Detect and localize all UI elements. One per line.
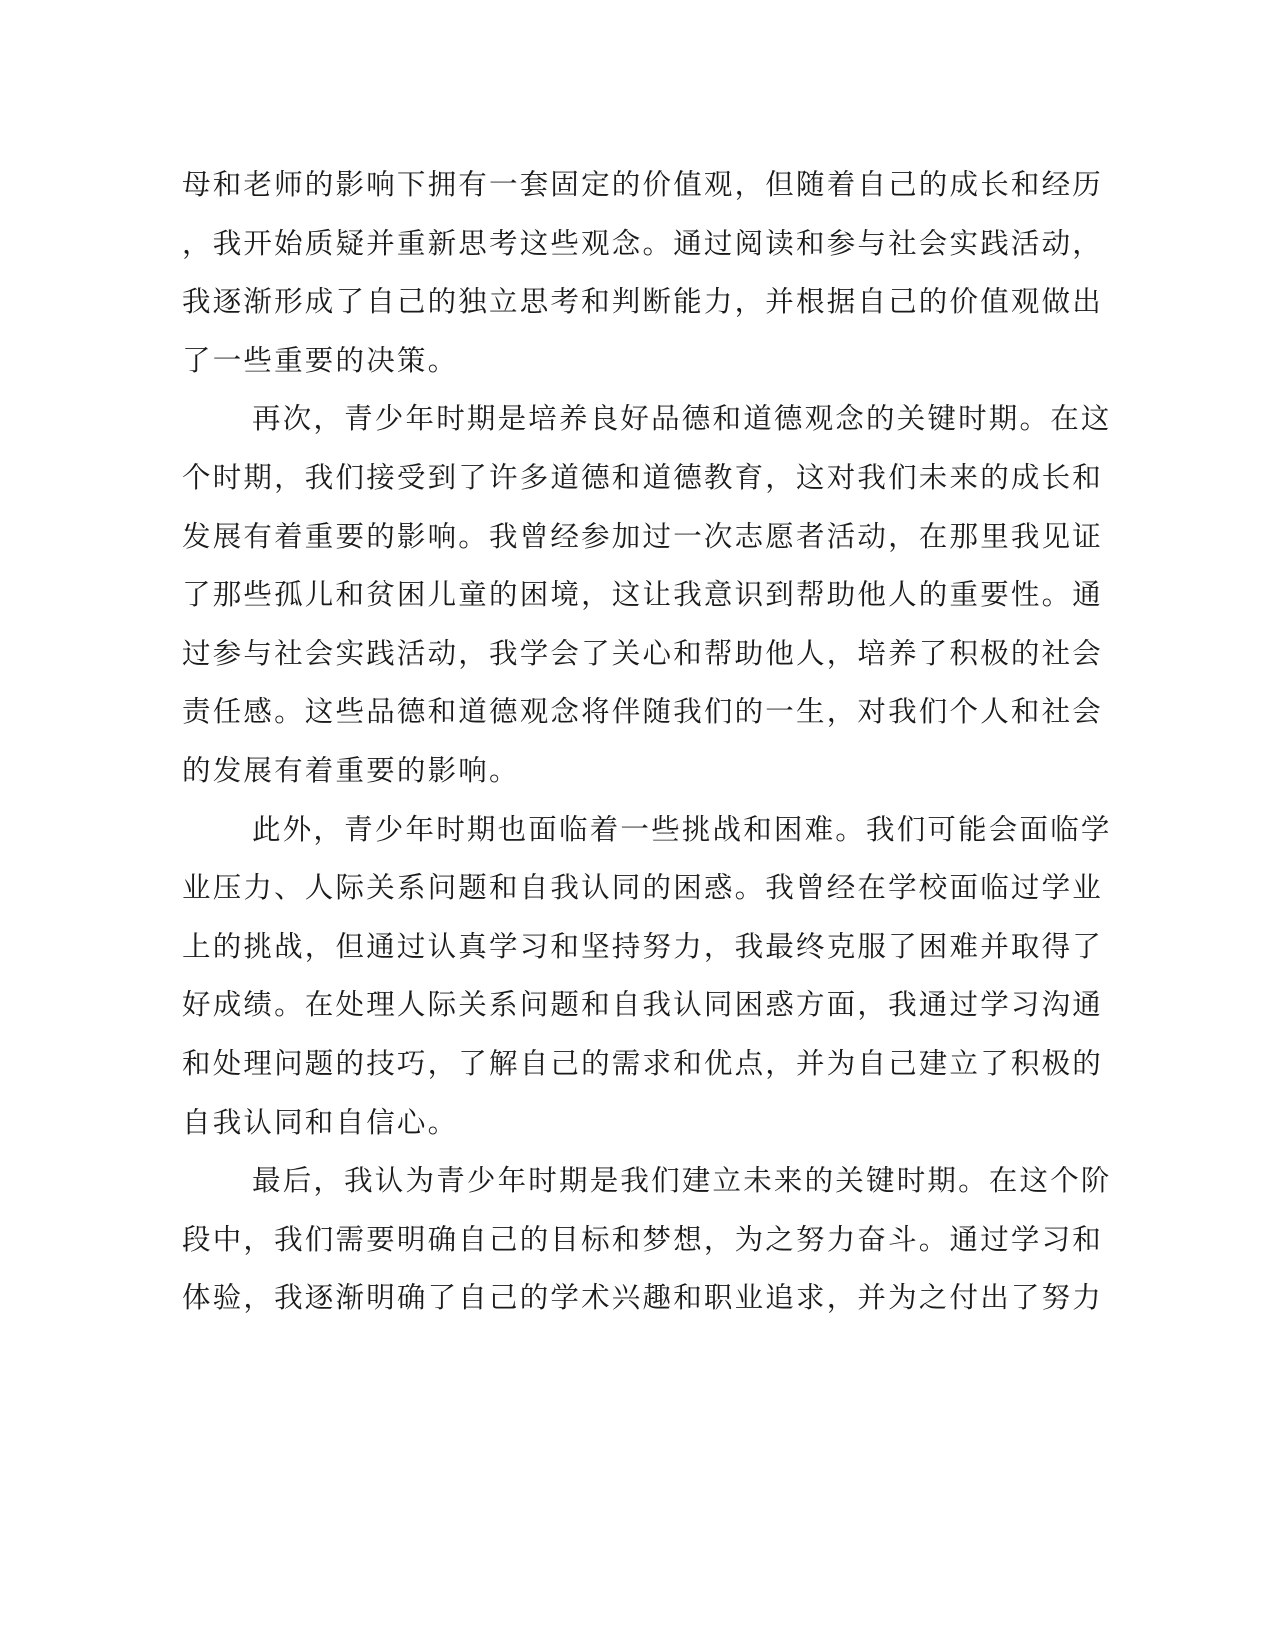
text-line: 母和老师的影响下拥有一套固定的价值观，但随着自己的成长和经历 [182, 168, 1104, 201]
text-line: 段中，我们需要明确自己的目标和梦想，为之努力奋斗。通过学习和 [182, 1222, 1104, 1256]
text-line: 业压力、人际关系问题和自我认同的困惑。我曾经在学校面临过学业 [182, 871, 1104, 905]
text-line: 我逐渐形成了自己的独立思考和判断能力，并根据自己的价值观做出 [182, 285, 1104, 319]
text-line: 个时期，我们接受到了许多道德和道德教育，这对我们未来的成长和 [182, 460, 1104, 494]
text-line: 上的挑战，但通过认真学习和坚持努力，我最终克服了困难并取得了 [182, 929, 1104, 963]
text-line: 体验，我逐渐明确了自己的学术兴趣和职业追求，并为之付出了努力 [182, 1281, 1104, 1315]
text-line: ，我开始质疑并重新思考这些观念。通过阅读和参与社会实践活动， [182, 226, 1104, 260]
text-line: 了那些孤儿和贫困儿童的困境，这让我意识到帮助他人的重要性。通 [182, 578, 1104, 612]
text-line: 发展有着重要的影响。我曾经参加过一次志愿者活动，在那里我见证 [182, 519, 1104, 553]
body-text [182, 156, 1112, 1328]
text-line: 和处理问题的技巧，了解自己的需求和优点，并为自己建立了积极的 [182, 1046, 1104, 1080]
text-line: 了一些重要的决策。 [182, 343, 459, 377]
paragraph-start-line: 最后，我认为青少年时期是我们建立未来的关键时期。在这个阶 [252, 1164, 1112, 1198]
text-line: 过参与社会实践活动，我学会了关心和帮助他人，培养了积极的社会 [182, 636, 1104, 670]
text-line: 自我认同和自信心。 [182, 1105, 459, 1139]
text-line: 好成绩。在处理人际关系问题和自我认同困惑方面，我通过学习沟通 [182, 988, 1104, 1022]
paragraph-start-line: 再次，青少年时期是培养良好品德和道德观念的关键时期。在这 [252, 402, 1112, 436]
text-line: 责任感。这些品德和道德观念将伴随我们的一生，对我们个人和社会 [182, 695, 1104, 729]
paragraph-start-line: 此外，青少年时期也面临着一些挑战和困难。我们可能会面临学 [252, 812, 1112, 846]
text-line: 的发展有着重要的影响。 [182, 753, 520, 787]
